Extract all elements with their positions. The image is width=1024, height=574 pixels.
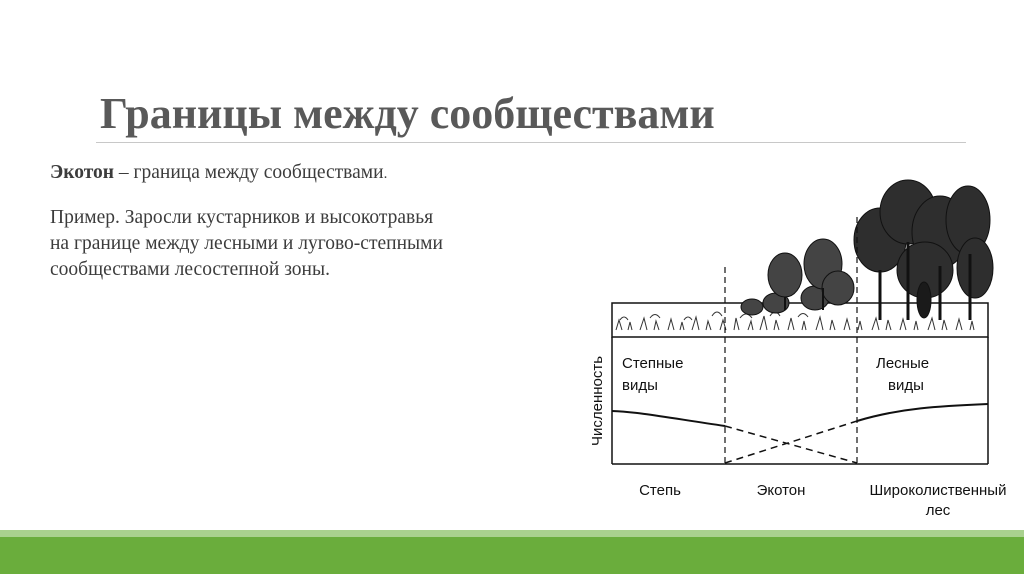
steppe-species-label-2: виды: [622, 377, 658, 394]
zone-label-forest-1: Широколиственный: [869, 482, 1007, 499]
ecotone-diagram: [580, 170, 1020, 525]
zone-label-ecotone: Экотон: [756, 482, 806, 499]
ecotone-term: Экотон: [50, 162, 115, 183]
zone-label-forest-2: лес: [925, 502, 951, 519]
landscape-illustration: [612, 180, 993, 337]
forest-species-decline: [725, 421, 857, 463]
forest-species-curve: [857, 404, 988, 421]
y-axis-label: Численность: [589, 355, 606, 447]
forest-trees: [854, 180, 993, 320]
ecotone-definition-period: .: [383, 166, 388, 182]
steppe-species-label-1: Степные: [622, 355, 684, 372]
example-line-2: на границе между лесными и лугово-степными: [50, 233, 443, 254]
example-line-3: сообществами лесостепной зоны.: [50, 259, 330, 280]
footer-bar: [0, 537, 1024, 574]
title-divider: [96, 142, 966, 143]
slide-title: Границы между сообществами: [100, 89, 715, 138]
zone-label-steppe: Степь: [639, 482, 681, 499]
ecotone-definition: [50, 160, 387, 187]
footer-bar-light: [0, 530, 1024, 537]
ecotone-definition-text: – граница между сообществами: [114, 162, 384, 183]
steppe-species-decline: [725, 426, 857, 463]
example-paragraph: [50, 205, 610, 283]
forest-species-label-1: Лесные: [876, 355, 930, 372]
example-line-1: Пример. Заросли кустарников и высокотравья: [50, 207, 434, 228]
forest-species-label-2: виды: [888, 377, 924, 394]
steppe-species-curve: [612, 411, 725, 426]
